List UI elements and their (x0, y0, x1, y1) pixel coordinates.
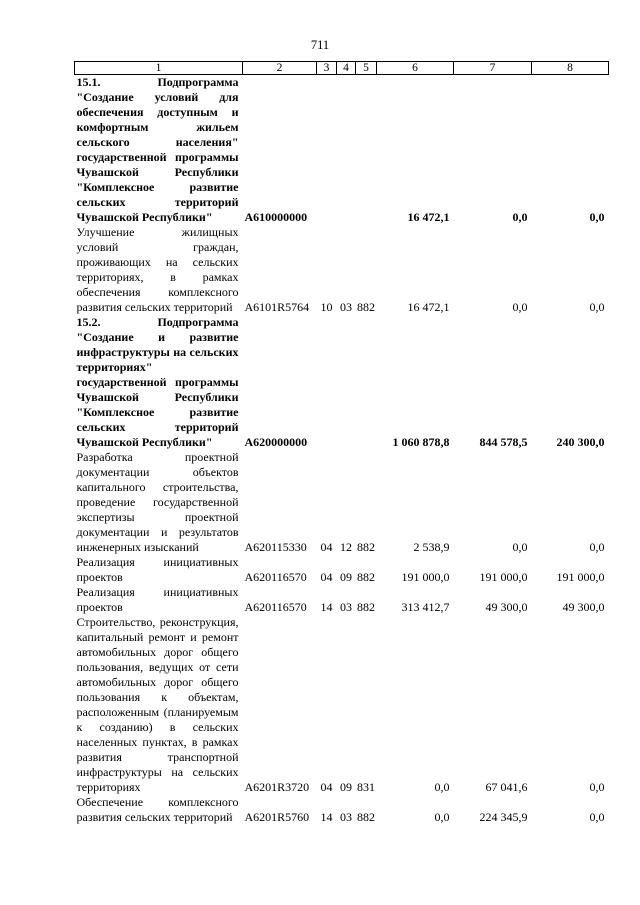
column-header: 4 (337, 62, 356, 75)
row-name: Реализация инициативных проектов (76, 585, 239, 614)
row-value-6: 0,0 (434, 810, 450, 824)
row-value-8: 0,0 (589, 780, 605, 794)
row-value-7: 49 300,0 (485, 600, 528, 614)
row-name: Улучшение жилищных условий граждан, проживающих на сельских территориях, в рамках обеспечения комплексного развития сельских территорий (76, 225, 239, 314)
row-expense-type (356, 315, 377, 450)
row-code: А6201R5760 (244, 810, 310, 824)
row-section: 14 (320, 600, 333, 614)
row-code: А620116570 (244, 600, 307, 614)
row-code: А620115330 (244, 540, 307, 554)
row-subsection: 09 (340, 780, 352, 794)
table-header-row (75, 62, 609, 75)
row-value-8: 0,0 (589, 810, 605, 824)
table-row (75, 615, 609, 795)
table-row (75, 225, 609, 315)
row-code: А6101R5764 (244, 300, 310, 314)
row-name: 15.2. Подпрограмма "Создание и развитие инфраструктуры на сельских территориях" государственной программы Чувашской Республики "Комплексное развитие сельских территорий Чувашской Республики" (76, 315, 239, 449)
table-row (75, 450, 609, 555)
row-value-7: 0,0 (512, 210, 528, 224)
row-section: 04 (320, 540, 333, 554)
row-section: 10 (320, 300, 333, 314)
row-value-6: 0,0 (434, 780, 450, 794)
row-subsection: 03 (340, 300, 352, 314)
row-value-8: 0,0 (589, 540, 605, 554)
column-header: 7 (454, 62, 532, 75)
row-expense-type: 882 (357, 570, 375, 584)
row-name: Реализация инициативных проектов (76, 555, 239, 584)
table-row (75, 555, 609, 585)
row-code: А6201R3720 (244, 780, 310, 794)
row-subsection: 12 (340, 540, 352, 554)
row-value-8: 191 000,0 (556, 570, 605, 584)
row-value-8: 49 300,0 (562, 600, 605, 614)
row-value-6: 313 412,7 (401, 600, 450, 614)
row-expense-type: 882 (357, 810, 375, 824)
row-expense-type: 831 (357, 780, 375, 794)
row-expense-type (356, 75, 377, 226)
row-section: 04 (320, 570, 333, 584)
row-value-8: 0,0 (589, 300, 605, 314)
column-header: 1 (75, 62, 243, 75)
row-code: А620116570 (244, 570, 307, 584)
column-header: 6 (377, 62, 454, 75)
table-row (75, 315, 609, 450)
column-header: 8 (532, 62, 609, 75)
row-value-8: 0,0 (589, 210, 605, 224)
row-section: 14 (320, 810, 333, 824)
table-row (75, 795, 609, 825)
row-value-6: 191 000,0 (401, 570, 450, 584)
row-section: 04 (320, 780, 333, 794)
row-value-7: 67 041,6 (485, 780, 528, 794)
row-name: 15.1. Подпрограмма "Создание условий для обеспечения доступным и комфортным жильем сельского населения" государственной программы Чувашской Республики "Комплексное развитие сельских территорий Чувашской Республики" (76, 75, 239, 224)
table-row (75, 75, 609, 226)
row-value-6: 2 538,9 (413, 540, 450, 554)
row-value-6: 1 060 878,8 (392, 435, 450, 449)
row-subsection (337, 315, 356, 450)
row-section (317, 75, 337, 226)
row-name: Строительство, реконструкция, капитальный ремонт и ремонт автомобильных дорог общего пользования, ведущих от сети автомобильных дорог общего пользования к объектам, расположенным (планируемым к созданию) в сельских населенных пунктах, в рамках развития транспортной инфраструктуры на сельских территориях (76, 615, 239, 794)
row-value-7: 191 000,0 (479, 570, 528, 584)
column-header: 2 (243, 62, 317, 75)
row-code: А610000000 (244, 210, 308, 224)
row-name: Обеспечение комплексного развития сельских территорий (76, 795, 239, 824)
row-expense-type: 882 (357, 300, 375, 314)
row-value-8: 240 300,0 (556, 435, 605, 449)
table-row (75, 585, 609, 615)
row-value-7: 0,0 (512, 300, 528, 314)
row-section (317, 315, 337, 450)
row-subsection: 03 (340, 810, 352, 824)
row-subsection: 03 (340, 600, 352, 614)
row-value-6: 16 472,1 (407, 210, 450, 224)
row-name: Разработка проектной документации объектов капитального строительства, проведение государственной экспертизы проектной документации и результатов инженерных изысканий (76, 450, 239, 554)
row-subsection: 09 (340, 570, 352, 584)
row-value-6: 16 472,1 (407, 300, 450, 314)
column-header: 5 (356, 62, 377, 75)
row-value-7: 224 345,9 (479, 810, 528, 824)
row-code: А620000000 (244, 435, 308, 449)
row-subsection (337, 75, 356, 226)
row-expense-type: 882 (357, 540, 375, 554)
row-value-7: 0,0 (512, 540, 528, 554)
budget-table (74, 61, 609, 825)
row-value-7: 844 578,5 (479, 435, 528, 449)
row-expense-type: 882 (357, 600, 375, 614)
page-number: 711 (310, 38, 330, 52)
column-header: 3 (317, 62, 337, 75)
